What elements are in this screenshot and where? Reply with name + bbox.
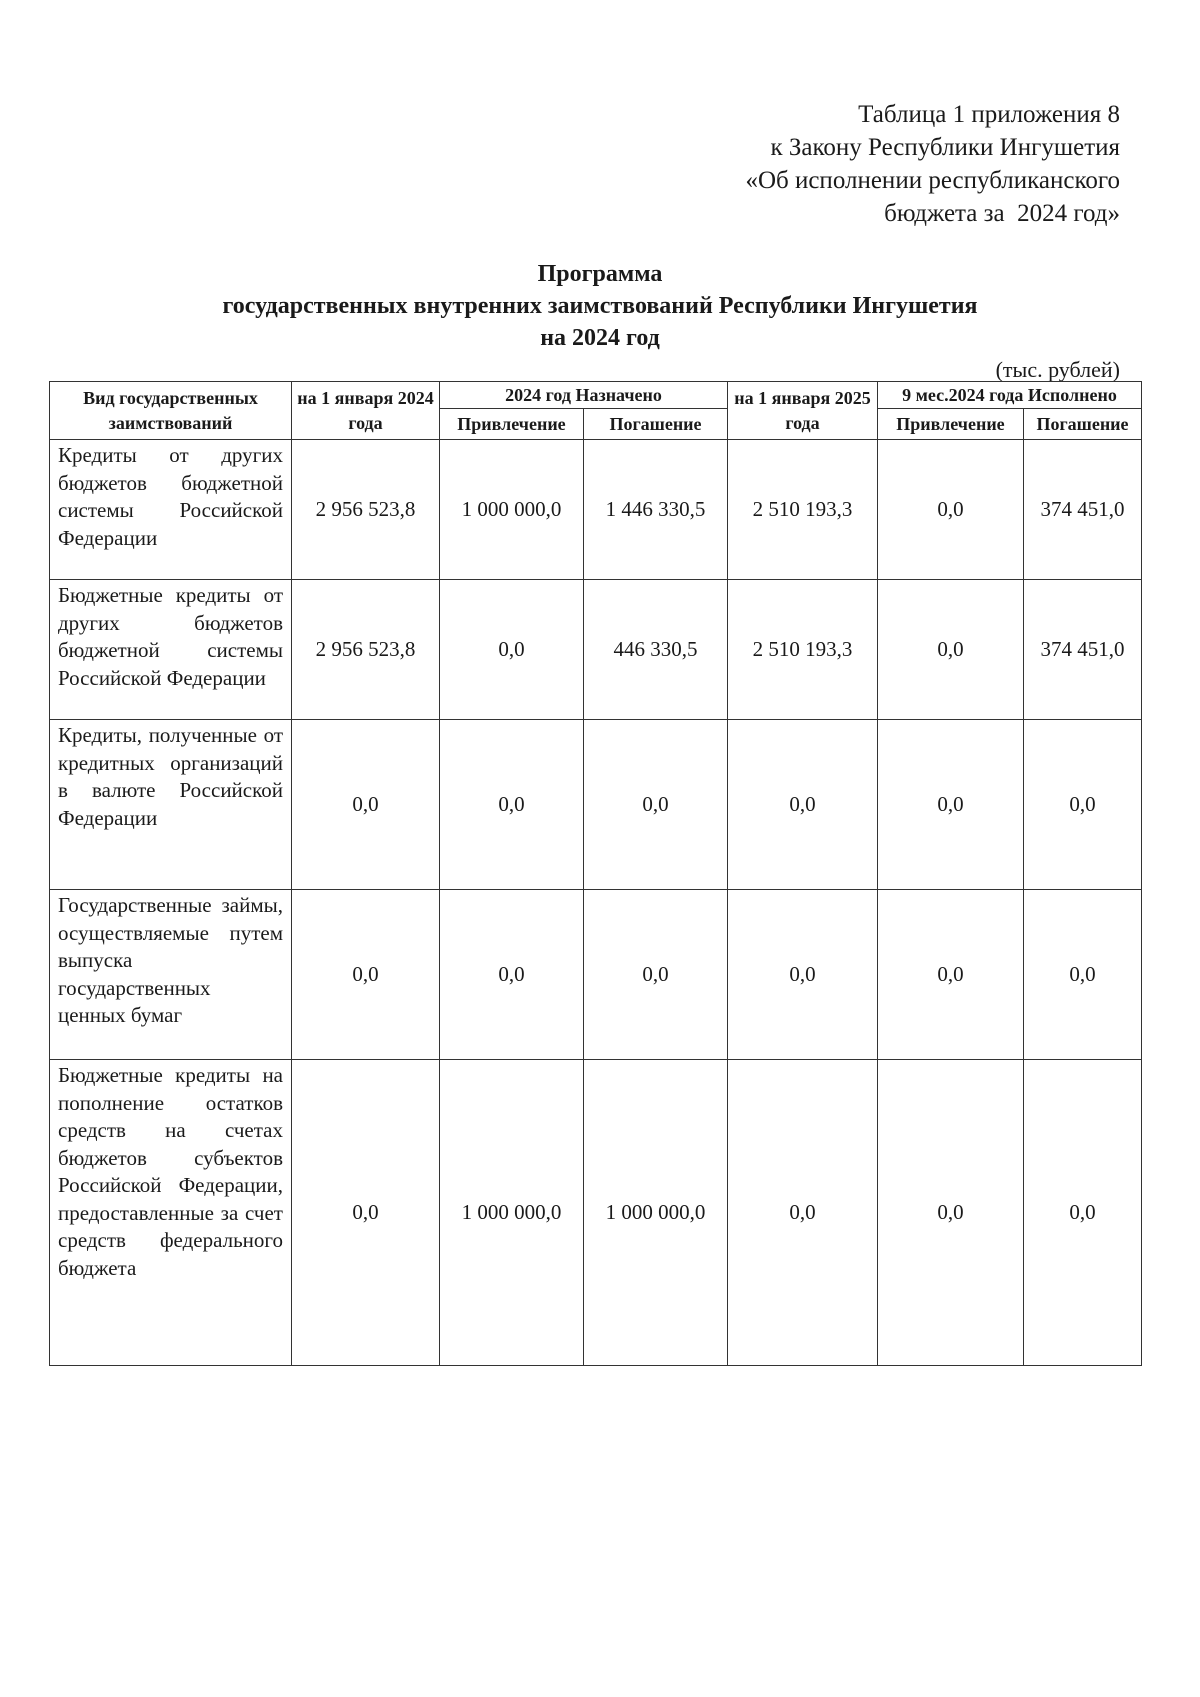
document-header <box>745 98 1120 230</box>
row-label: Бюджетные кредиты от других бюджетов бюджетной системы Российской Федерации <box>50 580 292 720</box>
cell-planned-attract: 0,0 <box>440 580 584 720</box>
cell-planned-repay: 446 330,5 <box>584 580 728 720</box>
header-executed-attract: Привлечение <box>878 409 1024 440</box>
cell-executed-repay: 0,0 <box>1024 890 1142 1060</box>
header-jan2025: на 1 января 2025 года <box>728 382 878 440</box>
header-line-2: к Закону Республики Ингушетия <box>770 134 1120 161</box>
row-label: Кредиты, полученные от кредитных организаций в валюте Российской Федерации <box>50 720 292 890</box>
table-header-row <box>50 382 1142 409</box>
header-line-4: бюджета за 2024 год» <box>884 200 1120 227</box>
header-executed-repay: Погашение <box>1024 409 1142 440</box>
header-line-1: Таблица 1 приложения 8 <box>858 101 1120 128</box>
cell-planned-repay: 1 446 330,5 <box>584 440 728 580</box>
cell-jan2024: 2 956 523,8 <box>292 580 440 720</box>
header-planned-repay: Погашение <box>584 409 728 440</box>
cell-executed-repay: 374 451,0 <box>1024 440 1142 580</box>
title-line-1: Программа <box>537 261 663 287</box>
row-label: Государственные займы, осуществляемые путем выпуска государственных ценных бумаг <box>50 890 292 1060</box>
cell-jan2024: 2 956 523,8 <box>292 440 440 580</box>
cell-planned-attract: 1 000 000,0 <box>440 1060 584 1366</box>
cell-executed-repay: 0,0 <box>1024 720 1142 890</box>
cell-jan2025: 0,0 <box>728 1060 878 1366</box>
title-line-2: государственных внутренних заимствований Республики Ингушетия <box>222 293 978 319</box>
cell-planned-attract: 0,0 <box>440 890 584 1060</box>
title-line-3: на 2024 год <box>540 325 660 351</box>
cell-jan2025: 2 510 193,3 <box>728 440 878 580</box>
borrowing-table <box>49 381 1142 1366</box>
table-row <box>50 720 1142 890</box>
table-row <box>50 1060 1142 1366</box>
cell-jan2024: 0,0 <box>292 1060 440 1366</box>
table-row <box>50 580 1142 720</box>
header-planned-group: 2024 год Назначено <box>440 382 728 409</box>
header-type: Вид государственных заимствований <box>50 382 292 440</box>
cell-executed-repay: 0,0 <box>1024 1060 1142 1366</box>
row-label: Бюджетные кредиты на пополнение остатков средств на счетах бюджетов субъектов Российской Федерации, предоставленные за счет средств федерального бюджета <box>50 1060 292 1366</box>
header-executed-group: 9 мес.2024 года Исполнено <box>878 382 1142 409</box>
table-row <box>50 440 1142 580</box>
cell-executed-attract: 0,0 <box>878 580 1024 720</box>
cell-planned-attract: 1 000 000,0 <box>440 440 584 580</box>
cell-jan2025: 0,0 <box>728 720 878 890</box>
cell-jan2024: 0,0 <box>292 890 440 1060</box>
cell-executed-attract: 0,0 <box>878 720 1024 890</box>
cell-planned-repay: 0,0 <box>584 890 728 1060</box>
cell-executed-repay: 374 451,0 <box>1024 580 1142 720</box>
units-label: (тыс. рублей) <box>995 357 1120 382</box>
cell-executed-attract: 0,0 <box>878 1060 1024 1366</box>
document-title <box>0 258 1200 354</box>
cell-planned-attract: 0,0 <box>440 720 584 890</box>
row-label: Кредиты от других бюджетов бюджетной системы Российской Федерации <box>50 440 292 580</box>
header-line-3: «Об исполнении республиканского <box>745 167 1120 194</box>
cell-jan2024: 0,0 <box>292 720 440 890</box>
cell-planned-repay: 0,0 <box>584 720 728 890</box>
table-row <box>50 890 1142 1060</box>
header-jan2024: на 1 января 2024 года <box>292 382 440 440</box>
cell-executed-attract: 0,0 <box>878 890 1024 1060</box>
cell-jan2025: 2 510 193,3 <box>728 580 878 720</box>
cell-jan2025: 0,0 <box>728 890 878 1060</box>
cell-planned-repay: 1 000 000,0 <box>584 1060 728 1366</box>
header-planned-attract: Привлечение <box>440 409 584 440</box>
cell-executed-attract: 0,0 <box>878 440 1024 580</box>
